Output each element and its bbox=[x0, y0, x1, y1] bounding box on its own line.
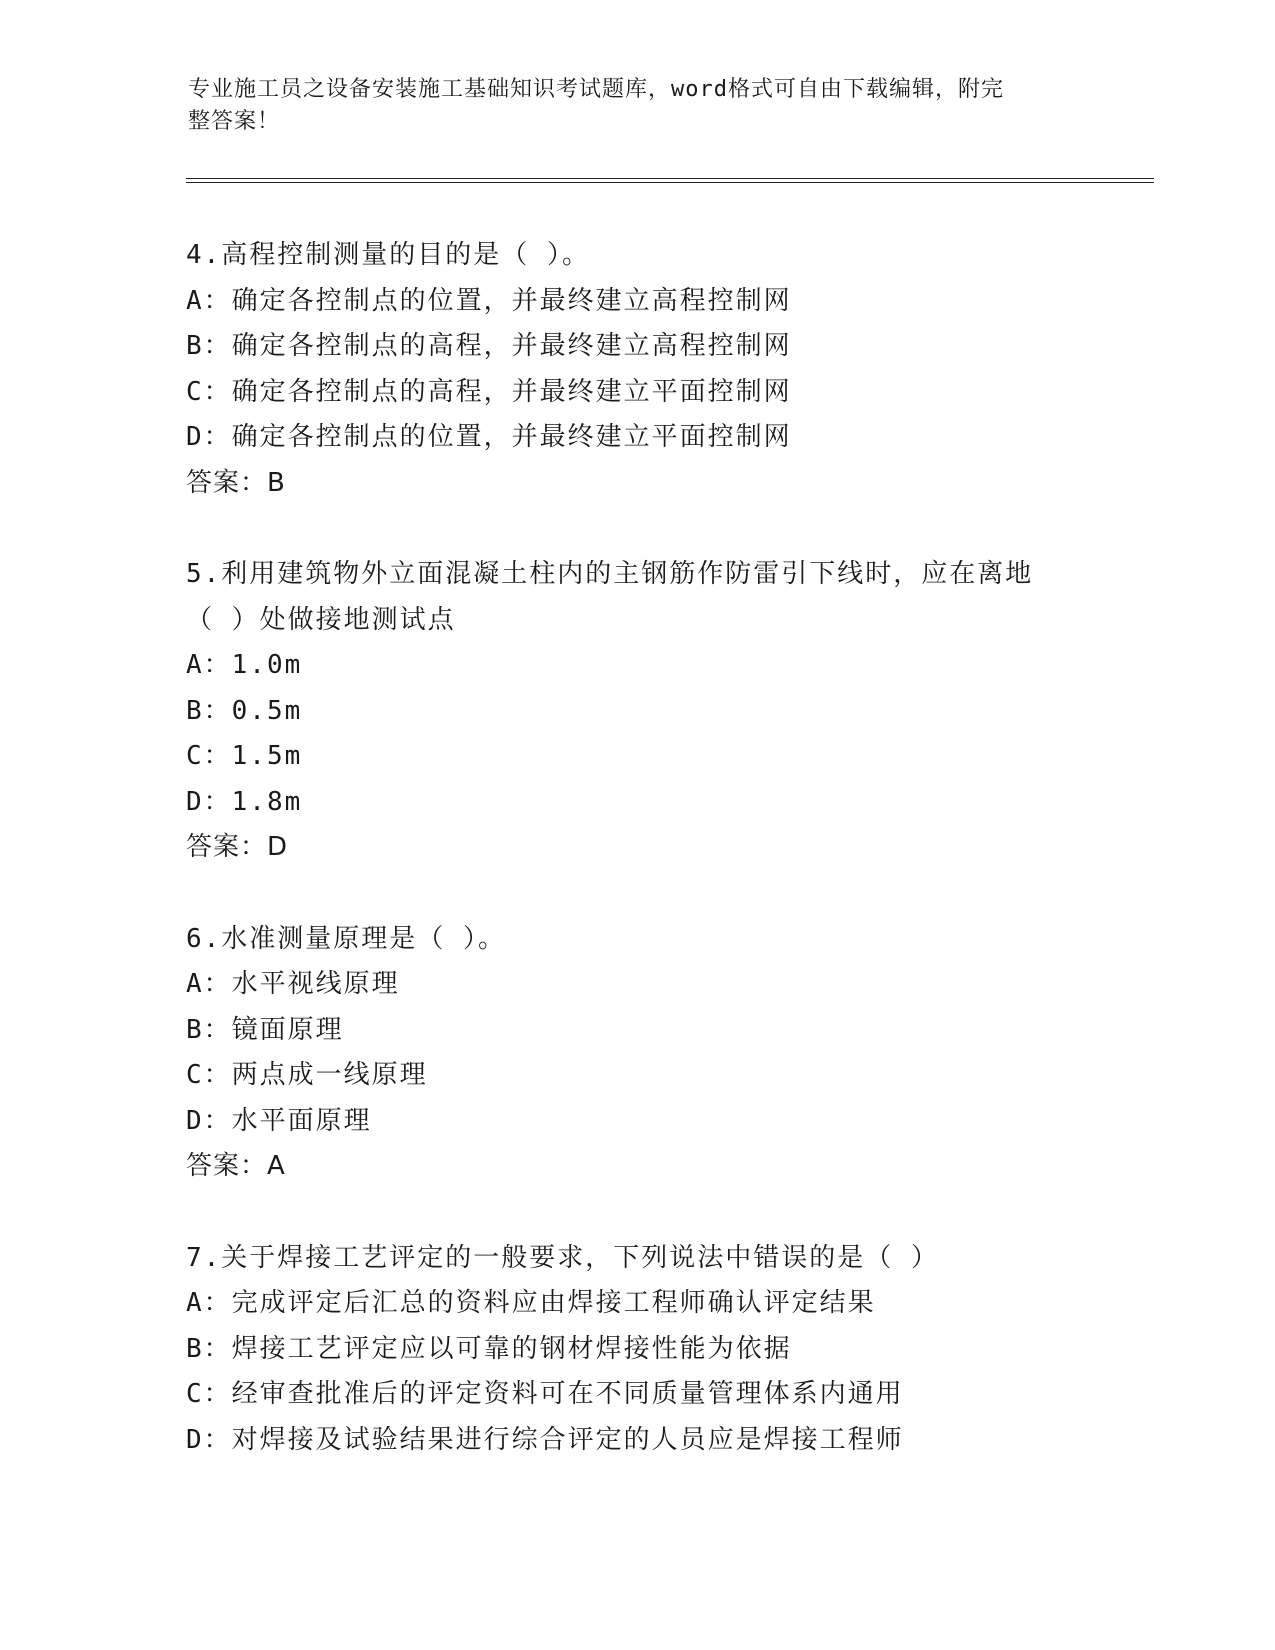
question-6 bbox=[186, 917, 1086, 1190]
answer-label: 答案：D bbox=[186, 832, 289, 862]
header-line-2: 整答案！ bbox=[188, 109, 281, 134]
option-b: B：镜面原理 bbox=[186, 1014, 344, 1045]
option-d: D：确定各控制点的位置，并最终建立平面控制网 bbox=[186, 422, 792, 452]
option-c: C：两点成一线原理 bbox=[186, 1060, 428, 1090]
option-a: A：确定各控制点的位置，并最终建立高程控制网 bbox=[186, 285, 792, 316]
header-divider bbox=[186, 178, 1154, 183]
question-7 bbox=[186, 1236, 1086, 1464]
option-b: B：焊接工艺评定应以可靠的钢材焊接性能为依据 bbox=[186, 1333, 792, 1364]
option-d: D：水平面原理 bbox=[186, 1105, 372, 1136]
question-4 bbox=[186, 233, 1086, 506]
question-stem: 7.关于焊接工艺评定的一般要求，下列说法中错误的是（ ） bbox=[186, 1242, 939, 1273]
option-d: D：1.8m bbox=[186, 786, 303, 817]
option-a: A：完成评定后汇总的资料应由焊接工程师确认评定结果 bbox=[186, 1288, 876, 1318]
question-stem: 6.水准测量原理是（ ）。 bbox=[186, 923, 506, 954]
question-list bbox=[186, 233, 1086, 1509]
option-b: B：0.5m bbox=[186, 695, 303, 726]
question-stem-continued: （ ）处做接地测试点 bbox=[186, 604, 456, 635]
header-line-1: 专业施工员之设备安装施工基础知识考试题库，word格式可自由下载编辑，附完 bbox=[188, 77, 1004, 102]
option-c: C：1.5m bbox=[186, 741, 303, 771]
question-5 bbox=[186, 552, 1086, 871]
option-d: D：对焊接及试验结果进行综合评定的人员应是焊接工程师 bbox=[186, 1424, 904, 1455]
option-a: A：水平视线原理 bbox=[186, 969, 400, 999]
question-stem: 4.高程控制测量的目的是（ ）。 bbox=[186, 240, 590, 270]
option-c: C：确定各控制点的高程，并最终建立平面控制网 bbox=[186, 376, 792, 407]
answer-label: 答案：A bbox=[186, 1151, 286, 1181]
question-stem: 5.利用建筑物外立面混凝土柱内的主钢筋作防雷引下线时，应在离地 bbox=[186, 559, 1034, 589]
document-header bbox=[188, 74, 1068, 138]
option-a: A：1.0m bbox=[186, 650, 303, 680]
answer-label: 答案：B bbox=[186, 467, 286, 498]
option-c: C：经审查批准后的评定资料可在不同质量管理体系内通用 bbox=[186, 1379, 904, 1409]
option-b: B：确定各控制点的高程，并最终建立高程控制网 bbox=[186, 331, 792, 361]
